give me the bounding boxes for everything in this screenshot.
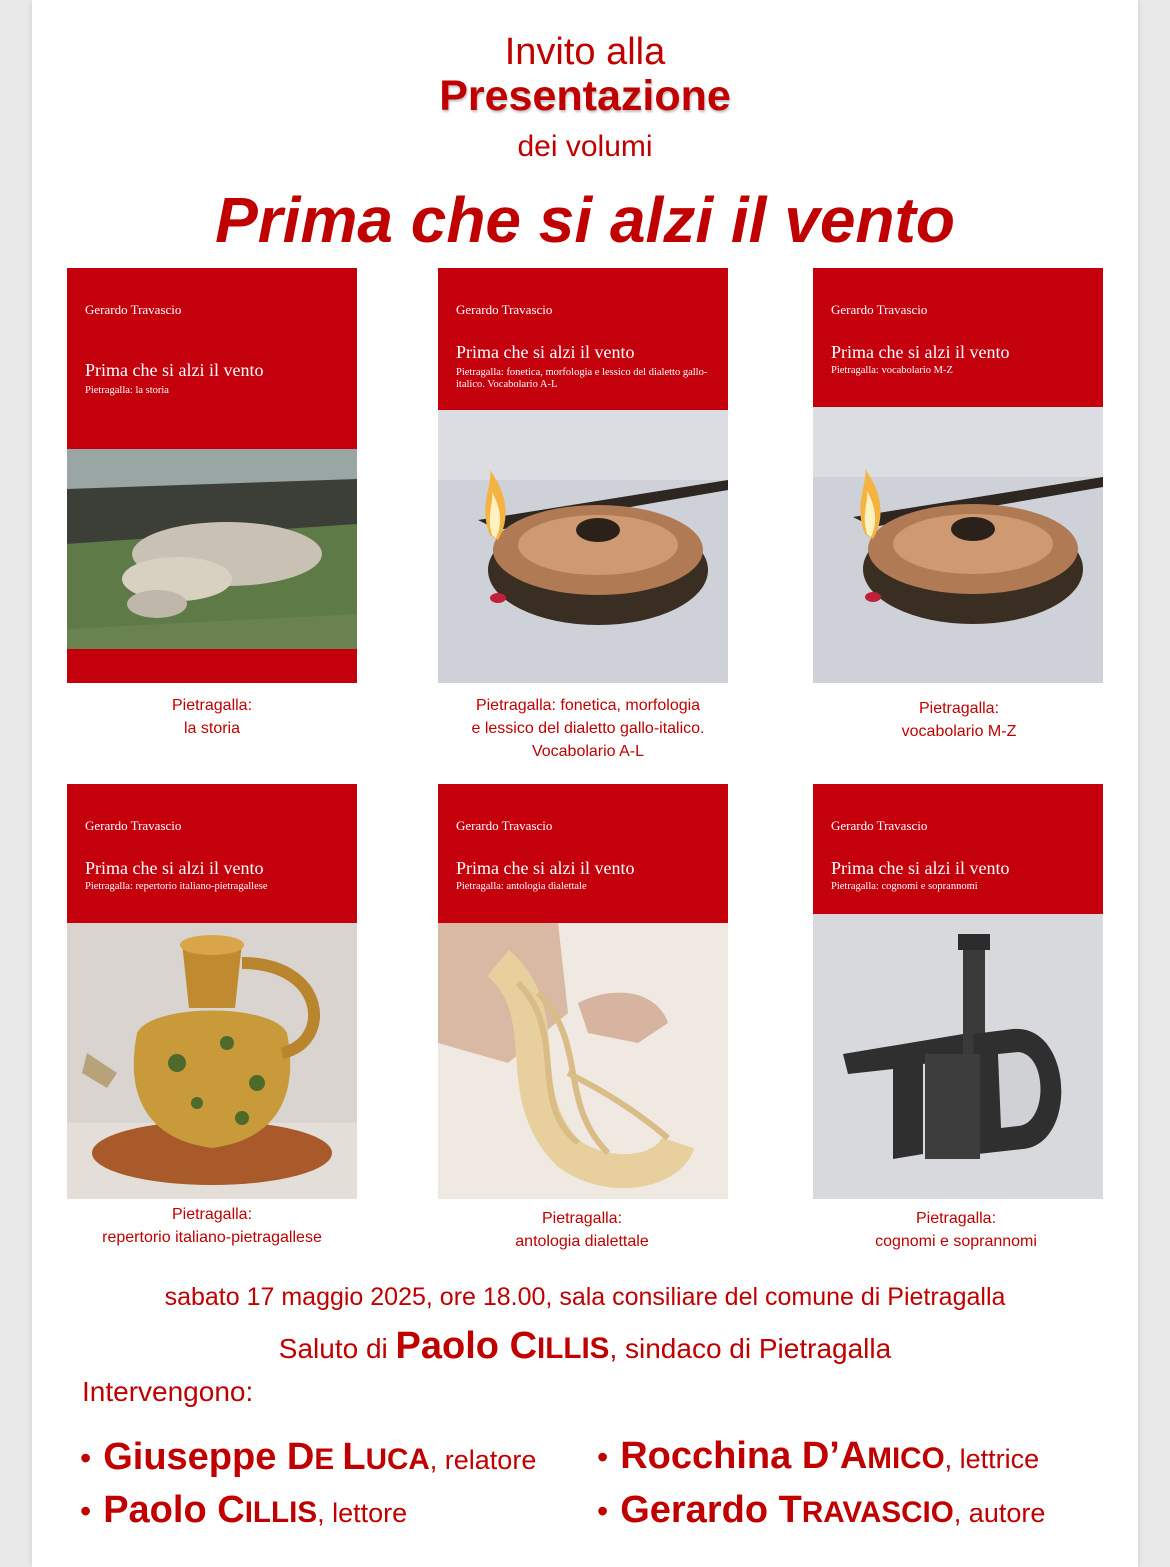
book-cover-la-storia (67, 268, 357, 683)
book-title: Prima che si alzi il vento (831, 858, 1010, 878)
book-author: Gerardo Travascio (85, 302, 182, 317)
caption-antologia (417, 1207, 747, 1253)
speaker-last-initial: D’A (801, 1435, 868, 1477)
caption-line: repertorio italiano-pietragallese (102, 1229, 322, 1246)
speaker-last-initial-2: L (342, 1436, 366, 1478)
caption-repertorio (47, 1203, 377, 1249)
speaker-role: , relatore (429, 1445, 537, 1475)
book-author: Gerardo Travascio (456, 818, 553, 833)
speaker-name (620, 1489, 954, 1531)
book-author: Gerardo Travascio (85, 818, 182, 833)
speaker-item (80, 1434, 536, 1483)
caption-line: vocabolario M-Z (901, 723, 1017, 740)
speaker-role: , lettore (317, 1498, 408, 1528)
book-subtitle: Pietragalla: vocabolario M-Z (831, 365, 953, 376)
book-title: Prima che si alzi il vento (85, 360, 264, 380)
greeting-prefix: Saluto di (278, 1333, 388, 1364)
speaker-item (80, 1487, 407, 1536)
speaker-item (597, 1487, 1045, 1536)
caption-line: Pietragalla: (541, 1210, 623, 1227)
greeting-name (396, 1325, 610, 1367)
speaker-last-initial: D (286, 1436, 315, 1478)
main-title: Prima che si alzi il vento (215, 184, 955, 256)
speaker-last-rest-2: UCA (365, 1443, 430, 1476)
greeting-first-name: Paolo (395, 1325, 500, 1367)
speaker-last-initial: T (778, 1489, 802, 1531)
event-details: sabato 17 maggio 2025, ore 18.00, sala consiliare del comune di Pietragalla (164, 1283, 1006, 1311)
caption-line: Pietragalla: (918, 700, 1000, 717)
caption-vocabolario-m-z (794, 697, 1124, 743)
pasta-photo (438, 923, 728, 1199)
caption-line: antologia dialettale (515, 1233, 649, 1250)
bullet-icon: • (597, 1493, 609, 1529)
book-author: Gerardo Travascio (456, 302, 553, 317)
book-cover-vocabolario-m-z (813, 268, 1103, 683)
header-presentazione: Presentazione (439, 72, 731, 120)
invitation-page (32, 0, 1138, 1567)
bullet-icon: • (80, 1493, 92, 1529)
book-title: Prima che si alzi il vento (456, 858, 635, 878)
caption-line: Pietragalla: (171, 1206, 253, 1223)
speaker-last-rest: ILLIS (244, 1496, 318, 1529)
greeting-suffix: , sindaco di Pietragalla (609, 1333, 892, 1364)
aerial-town-photo (67, 449, 357, 649)
speaker-first: Gerardo (620, 1489, 769, 1531)
speaker-last-rest: MICO (867, 1442, 945, 1475)
book-subtitle: Pietragalla: fonetica, morfologia e lessico del dialetto gallo-italico. Vocabolario A-L (456, 367, 708, 390)
speakers-heading: Intervengono: (82, 1376, 254, 1407)
branding-iron-photo (813, 914, 1103, 1199)
book-subtitle: Pietragalla: antologia dialettale (456, 881, 587, 892)
bullet-icon: • (80, 1440, 92, 1476)
book-cover-repertorio (67, 784, 357, 1199)
book-subtitle: Pietragalla: la storia (85, 385, 169, 396)
book-author: Gerardo Travascio (831, 302, 928, 317)
header-invito: Invito alla (504, 31, 666, 73)
oil-lamp-photo (813, 407, 1103, 683)
book-cover-vocabolario-a-l (438, 268, 728, 683)
caption-vocabolario-a-l (423, 694, 753, 763)
speaker-name (620, 1435, 944, 1477)
caption-line: Pietragalla: (915, 1210, 997, 1227)
book-subtitle: Pietragalla: cognomi e soprannomi (831, 881, 978, 892)
speaker-first: Rocchina (620, 1435, 792, 1477)
speaker-last-rest: E (314, 1443, 343, 1476)
greeting-last-initial: C (509, 1325, 538, 1367)
ceramic-jug-photo (67, 923, 357, 1199)
speaker-last-rest: RAVASCIO (801, 1496, 954, 1529)
bullet-icon: • (597, 1439, 609, 1475)
speaker-role: , autore (953, 1498, 1046, 1528)
book-title: Prima che si alzi il vento (85, 858, 264, 878)
book-subtitle: Pietragalla: repertorio italiano-pietragallese (85, 881, 268, 892)
book-cover-antologia (438, 784, 728, 1199)
book-author: Gerardo Travascio (831, 818, 928, 833)
speaker-first: Giuseppe (103, 1436, 277, 1478)
speaker-name (103, 1489, 317, 1531)
speaker-role: , lettrice (944, 1444, 1040, 1474)
caption-line: Pietragalla: (171, 697, 253, 714)
caption-line: cognomi e soprannomi (875, 1233, 1037, 1250)
oil-lamp-photo (438, 410, 728, 683)
caption-cognomi (791, 1207, 1121, 1253)
book-cover-cognomi (813, 784, 1103, 1199)
book-title: Prima che si alzi il vento (831, 342, 1010, 362)
caption-line: e lessico del dialetto gallo-italico. (471, 720, 705, 737)
book-title: Prima che si alzi il vento (456, 342, 635, 362)
caption-la-storia (47, 694, 377, 740)
speaker-item (597, 1433, 1039, 1482)
header-dei-volumi: dei volumi (517, 130, 653, 163)
speaker-first: Paolo (103, 1489, 207, 1531)
caption-line: la storia (183, 720, 241, 737)
speaker-last-initial: C (217, 1489, 245, 1531)
speaker-name (103, 1436, 430, 1478)
caption-line: Pietragalla: fonetica, morfologia (475, 697, 701, 714)
greeting-line (32, 1322, 1138, 1373)
caption-line: Vocabolario A-L (531, 743, 645, 760)
greeting-last-rest: ILLIS (537, 1332, 610, 1365)
